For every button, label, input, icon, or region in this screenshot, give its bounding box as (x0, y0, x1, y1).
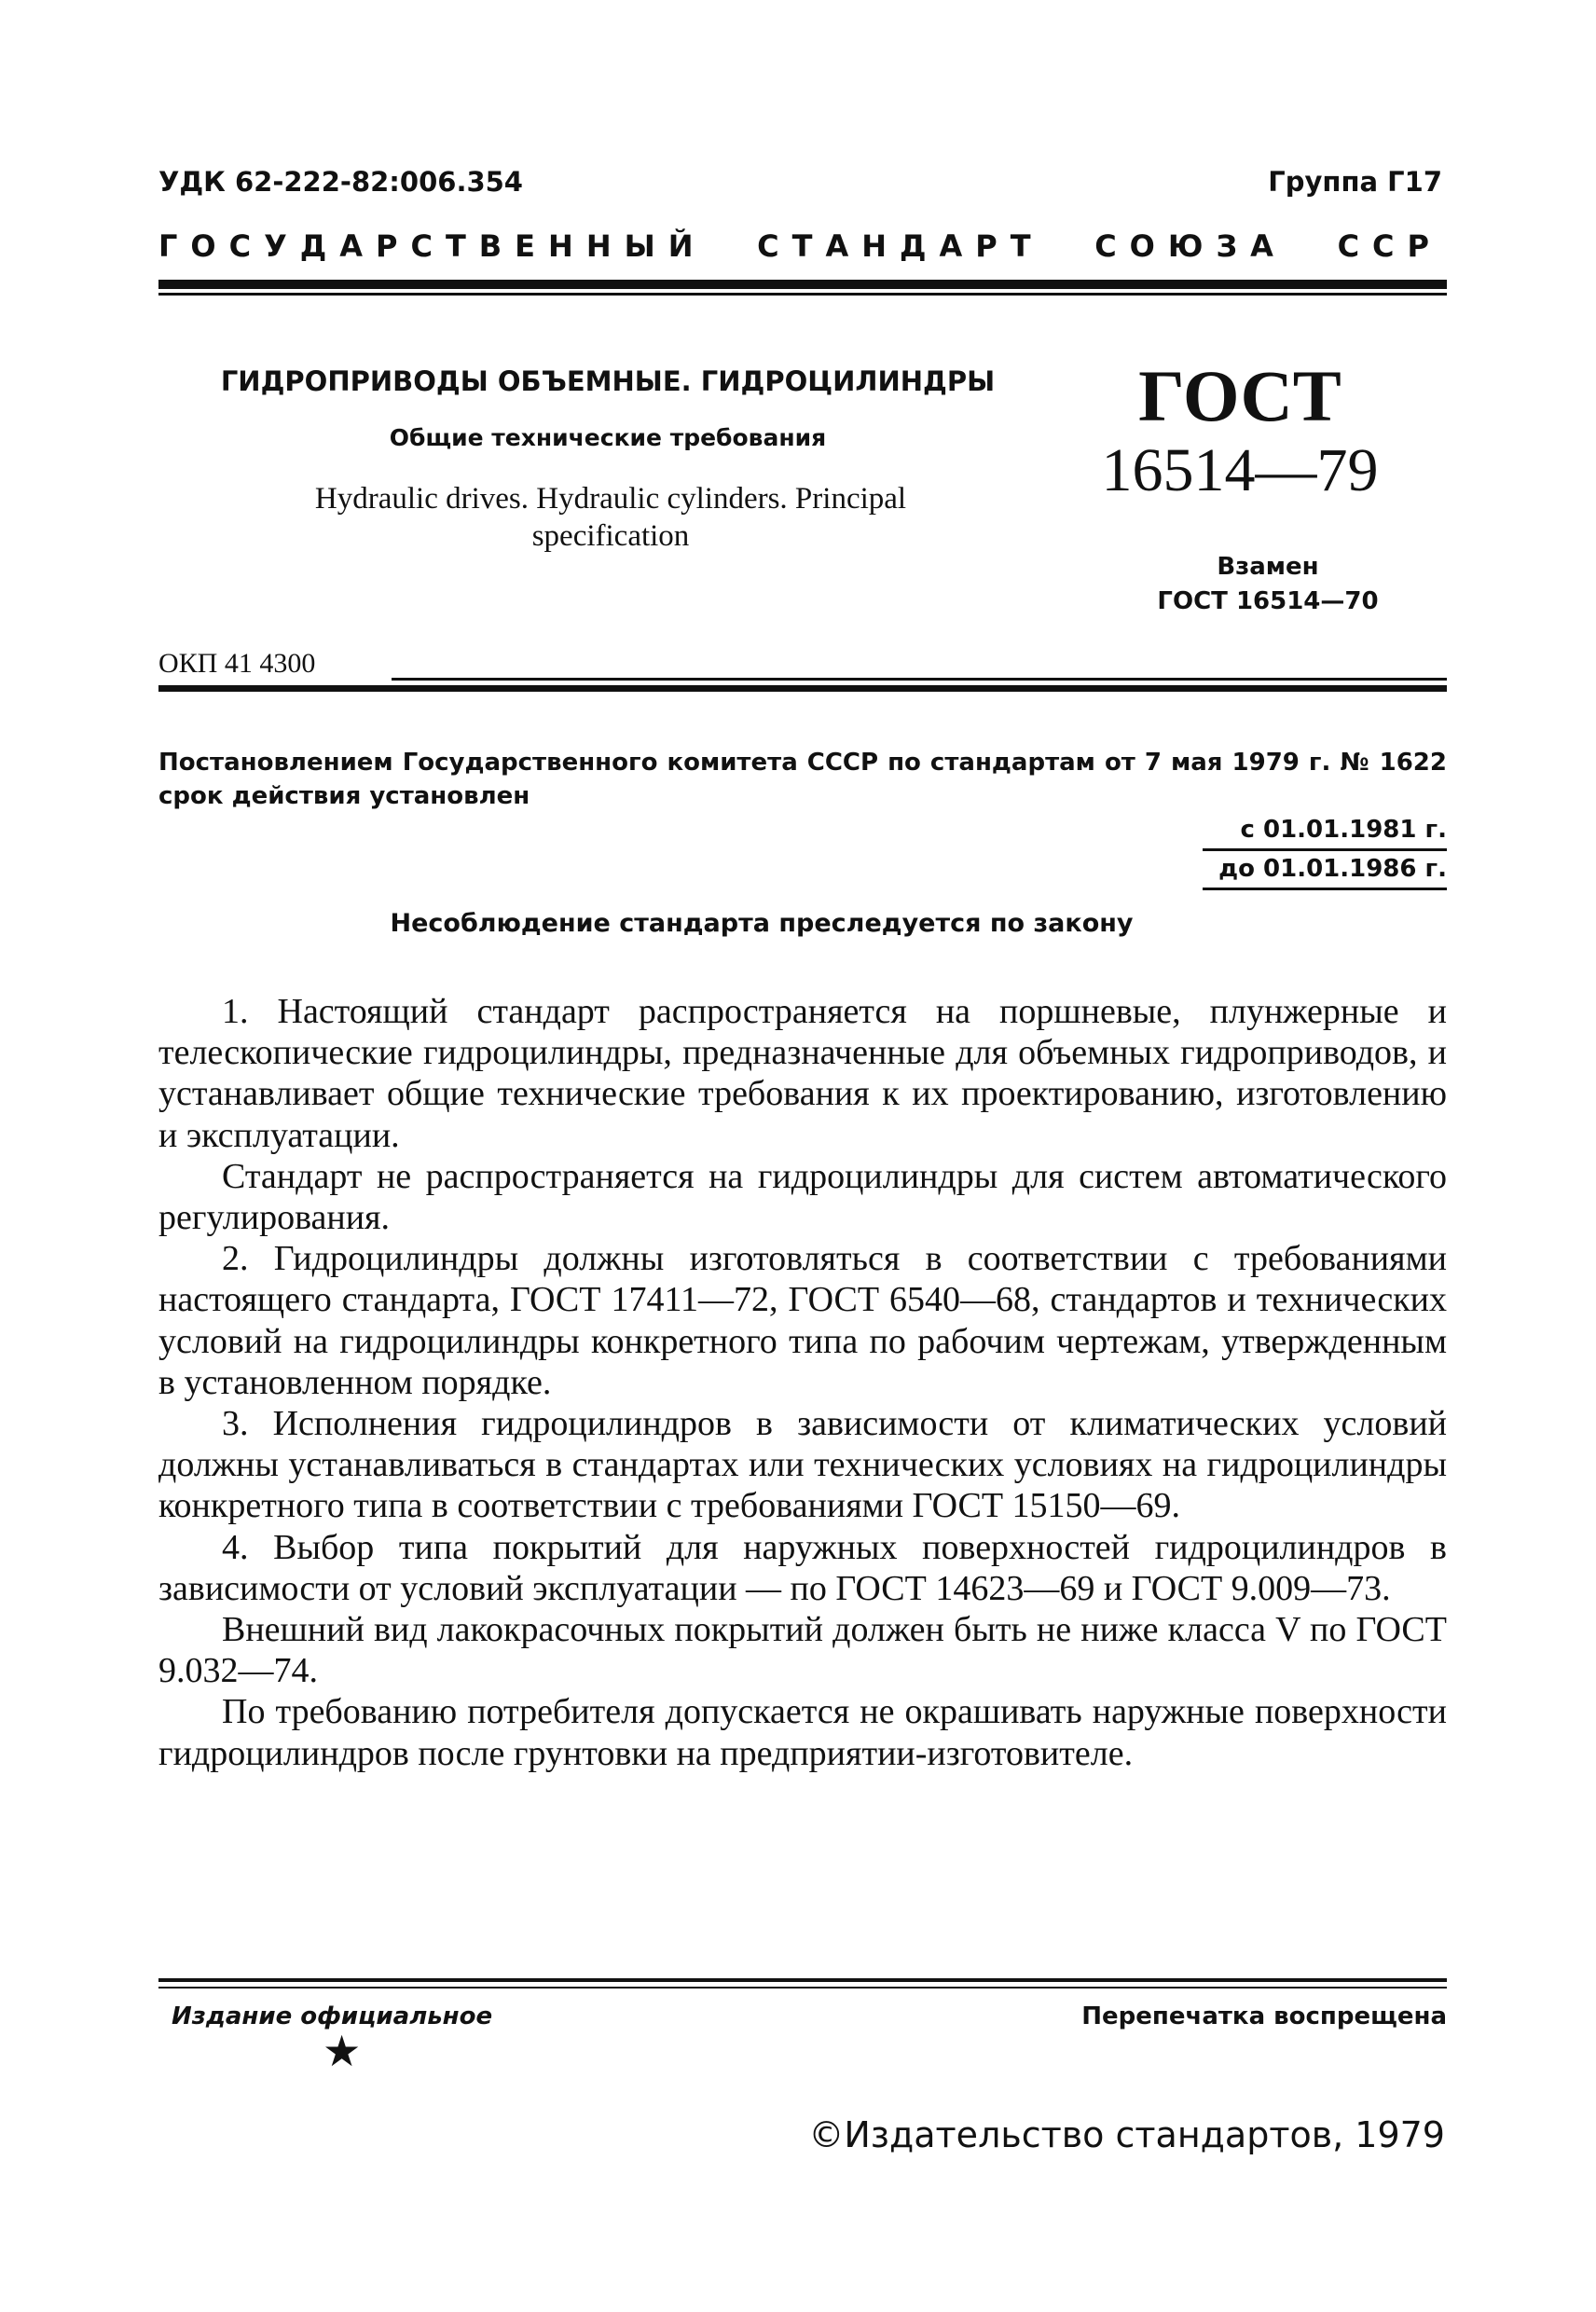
banner-word-standard: СТАНДАРТ (757, 228, 1044, 264)
top-rule-thin (158, 293, 1447, 296)
banner-word-state: ГОСУДАРСТВЕННЫЙ (158, 228, 707, 264)
paragraph-2: 2. Гидроцилиндры должны изготовляться в соответствии с требованиями настоящего стандарта, ГОСТ 17411—72, ГОСТ 6540—68, стандартов и технических условий на гидроцилиндры конкретного типа по рабочим чертежам, утвержденным в установленном порядке. (158, 1239, 1447, 1402)
udk-code: УДК 62-222-82:006.354 (158, 166, 523, 198)
replaces-value: ГОСТ 16514—70 (1157, 587, 1379, 615)
paragraph-4-appearance: Внешний вид лакокрасочных покрытий должен быть не ниже класса V по ГОСТ 9.032—74. (158, 1610, 1447, 1691)
decree-text: Постановлением Государственного комитета СССР по стандартам от 7 мая 1979 г. № 1622 срок действия установлен (158, 749, 1447, 810)
document-title: ГИДРОПРИВОДЫ ОБЪЕМНЫЕ. ГИДРОЦИЛИНДРЫ (220, 365, 996, 397)
middle-rule (158, 685, 1447, 692)
banner-word-ussr: ССР (1337, 228, 1442, 264)
violation-notice: Несоблюдение стандарта преследуется по закону (390, 909, 1134, 938)
body-text (158, 991, 1447, 1774)
gost-label: ГОСТ (1138, 355, 1341, 436)
replaces-label: Взамен (1217, 553, 1319, 581)
bottom-rule-thick (158, 1978, 1447, 1982)
english-title-line-2: specification (531, 519, 690, 553)
group-code: Группа Г17 (1268, 166, 1442, 198)
bottom-rule-thin (158, 1987, 1447, 1989)
okp-code: ОКП 41 4300 (158, 648, 316, 679)
paragraph-4: 4. Выбор типа покрытий для наружных поверхностей гидроцилиндров в зависимости от условий эксплуатации — по ГОСТ 14623—69 и ГОСТ 9.009—73. (158, 1527, 1447, 1608)
copyright-notice: ©Издательство стандартов, 1979 (808, 2114, 1445, 2155)
paragraph-1-note: Стандарт не распространяется на гидроцилиндры для систем автоматического регулирования. (158, 1156, 1447, 1238)
document-subtitle: Общие технические требования (389, 424, 827, 451)
banner-word-union: СОЮЗА (1094, 228, 1286, 264)
date-to-underline (1203, 888, 1447, 890)
effective-date-to: до 01.01.1986 г. (1218, 855, 1447, 883)
paragraph-3: 3. Исполнения гидроцилиндров в зависимости от климатических условий должны устанавливаться в стандартах или технических условиях на гидроцилиндры конкретного типа в соответствии с требованиями ГОСТ 15150—69. (158, 1404, 1447, 1526)
top-rule-thick (158, 280, 1447, 289)
reprint-prohibited-label: Перепечатка воспрещена (1081, 2002, 1447, 2030)
star-icon: ★ (323, 2028, 362, 2075)
official-edition-label: Издание официальное (172, 2002, 493, 2030)
english-title (205, 480, 1016, 555)
state-standard-banner (158, 228, 1442, 264)
gost-number: 16514—79 (1101, 436, 1379, 504)
date-from-underline (1203, 848, 1447, 851)
paragraph-4-customer: По требованию потребителя допускается не окрашивать наружные поверхности гидроцилиндров после грунтовки на предприятии-изготовителе. (158, 1692, 1447, 1773)
okp-rule (392, 678, 1447, 681)
effective-date-from: с 01.01.1981 г. (1240, 816, 1447, 844)
paragraph-1: 1. Настоящий стандарт распространяется на поршневые, плунжерные и телескопические гидроцилиндры, предназначенные для объемных гидроприводов, и устанавливает общие технические требования к их проектированию, изготовлению и эксплуатации. (158, 992, 1447, 1155)
english-title-line-1: Hydraulic drives. Hydraulic cylinders. Principal (314, 482, 907, 516)
